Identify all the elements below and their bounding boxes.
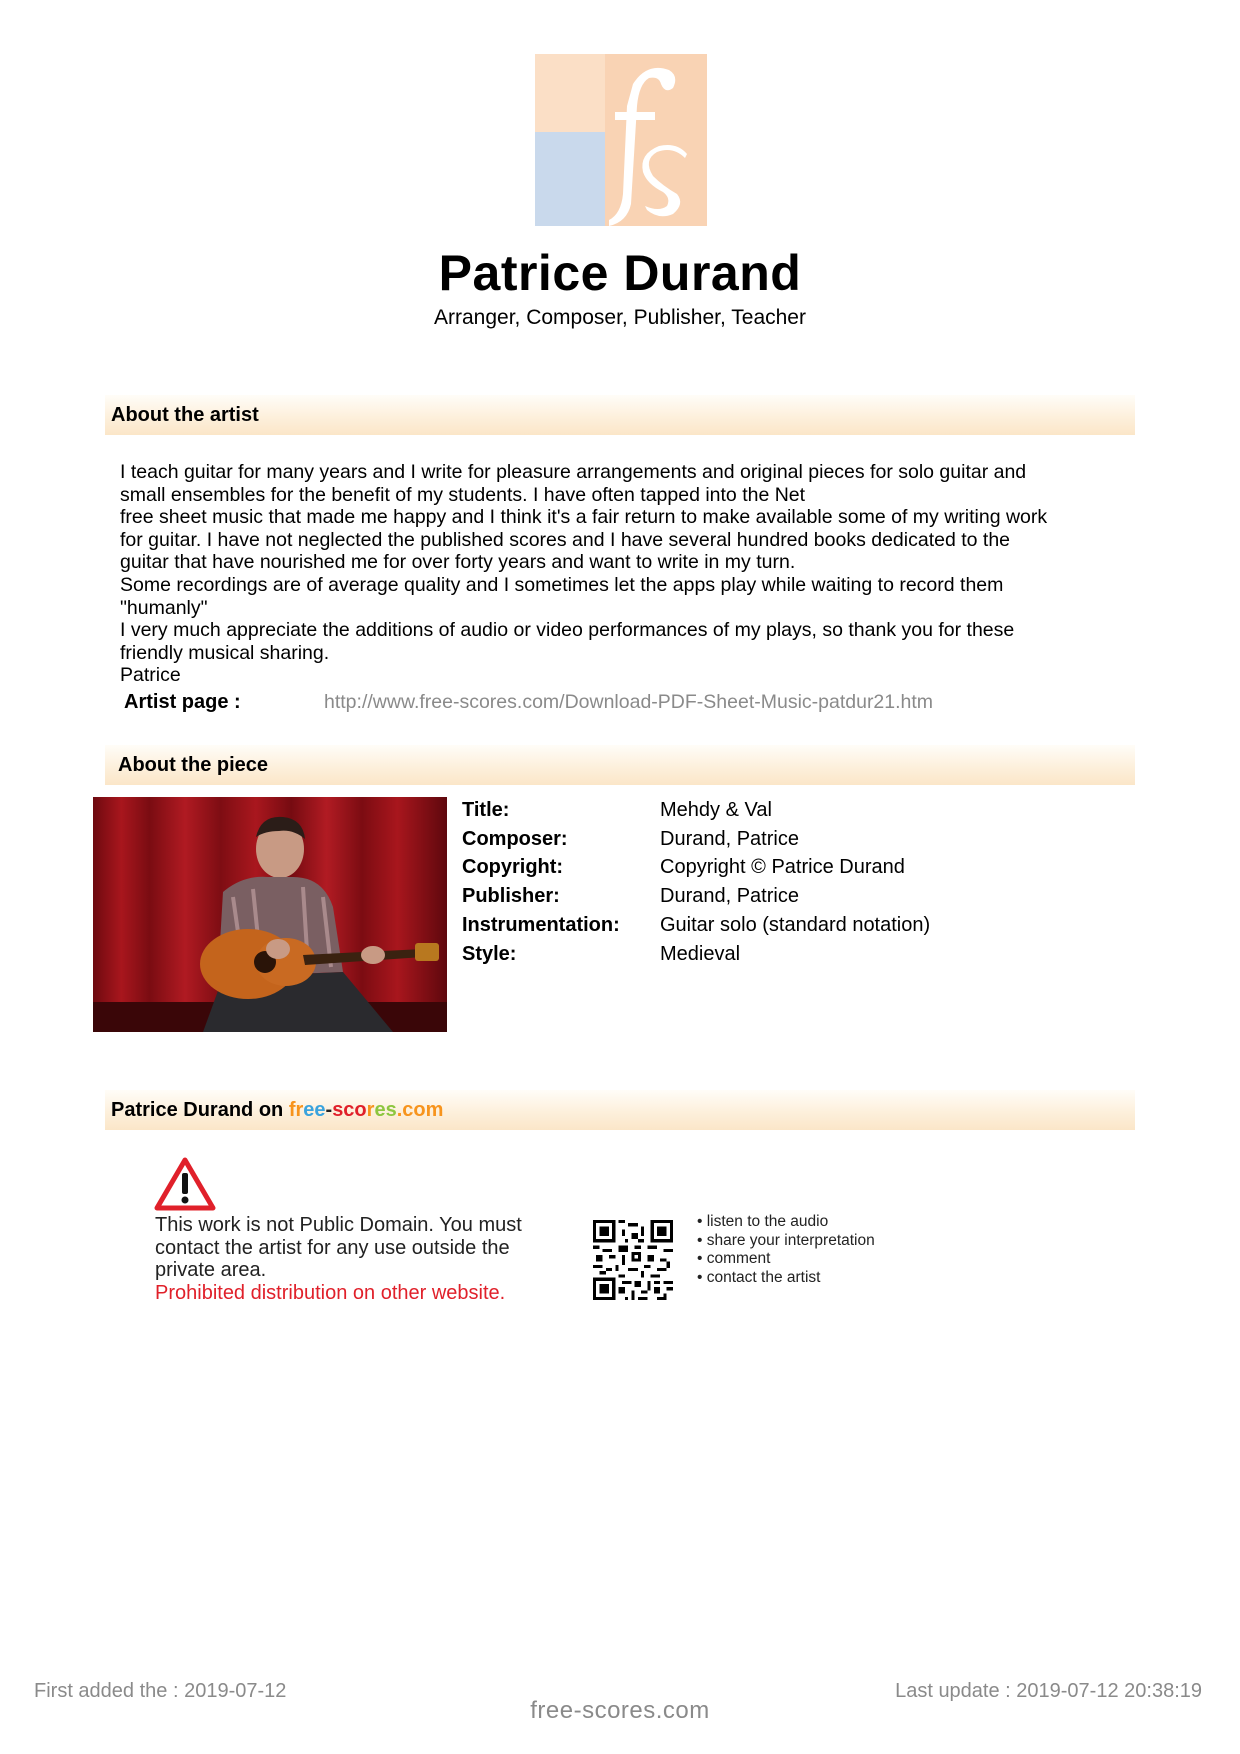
artist-roles: Arranger, Composer, Publisher, Teacher	[434, 306, 806, 329]
feature-item: • contact the artist	[697, 1268, 821, 1286]
bio-line: I very much appreciate the additions of audio or video performances of my plays, so thank you for these	[120, 619, 1015, 642]
detail-label-composer: Composer:	[462, 828, 568, 850]
free-scores-header	[105, 1090, 1135, 1130]
detail-value-style: Medieval	[660, 943, 741, 965]
bio-line: "humanly"	[120, 596, 208, 619]
about-piece-header	[105, 745, 1135, 785]
bio-line: guitar that have nourished me for over forty years and want to write in my turn.	[120, 551, 796, 574]
brand-part: fr	[288, 1099, 304, 1121]
feature-item: • comment	[697, 1250, 771, 1267]
artist-name: Patrice Durand	[438, 245, 802, 301]
warning-icon	[154, 1157, 216, 1212]
artist-bio	[120, 461, 1120, 687]
bio-line: Some recordings are of average quality and I sometimes let the apps play while waiting to record them	[120, 573, 1004, 596]
bio-line: friendly musical sharing.	[120, 641, 330, 664]
detail-value-composer: Durand, Patrice	[660, 828, 799, 850]
bio-line: I teach guitar for many years and I write for pleasure arrangements and original pieces for solo guitar and	[120, 461, 1027, 483]
brand-part: es	[374, 1099, 397, 1121]
feature-item: • share your interpretation	[697, 1231, 875, 1249]
detail-label-title: Title:	[462, 799, 510, 821]
detail-label-copyright: Copyright:	[462, 856, 564, 878]
brand-part: ee	[303, 1099, 326, 1121]
brand-part: .com	[396, 1099, 444, 1121]
detail-value-title: Mehdy & Val	[660, 799, 772, 821]
artist-page-link[interactable]: http://www.free-scores.com/Download-PDF-Sheet-Music-patdur21.htm	[324, 691, 934, 713]
first-added-date: First added the : 2019-07-12	[34, 1680, 287, 1702]
detail-label-style: Style:	[462, 943, 517, 965]
detail-value-instrumentation: Guitar solo (standard notation)	[660, 914, 931, 936]
feature-list	[697, 1213, 875, 1287]
brand-part: sco	[332, 1099, 367, 1121]
bio-line: Patrice	[120, 664, 181, 687]
about-artist-title: About the artist	[111, 404, 259, 426]
license-notice: This work is not Public Domain. You must contact the artist for any use outside the private area.	[155, 1214, 522, 1281]
detail-label-instrumentation: Instrumentation:	[462, 914, 620, 936]
bio-line: small ensembles for the benefit of my students. I have often tapped into the Net	[120, 483, 806, 506]
detail-value-publisher: Durand, Patrice	[660, 885, 799, 907]
free-scores-title	[111, 1099, 443, 1122]
qr-code[interactable]	[593, 1220, 673, 1300]
free-scores-logo	[535, 54, 707, 226]
last-update-date: Last update : 2019-07-12 20:38:19	[895, 1680, 1202, 1702]
artist-photo	[93, 797, 447, 1032]
about-piece-title: About the piece	[118, 754, 269, 776]
feature-item: • listen to the audio	[697, 1213, 829, 1230]
bio-line: free sheet music that made me happy and I think it's a fair return to make available some of my writing work	[120, 506, 1048, 529]
artist-page-label: Artist page :	[124, 691, 241, 713]
detail-value-copyright: Copyright © Patrice Durand	[660, 856, 905, 878]
brand-part: -	[325, 1099, 333, 1121]
brand-part: r	[366, 1099, 375, 1121]
footer-brand: free-scores.com	[530, 1697, 710, 1724]
about-artist-header	[105, 395, 1135, 435]
prohibited-notice: Prohibited distribution on other website.	[155, 1282, 506, 1304]
detail-label-publisher: Publisher:	[462, 885, 560, 907]
free-scores-title-prefix: Patrice Durand on	[111, 1099, 289, 1121]
bio-line: for guitar. I have not neglected the published scores and I have several hundred books dedicated to the	[120, 528, 1011, 551]
